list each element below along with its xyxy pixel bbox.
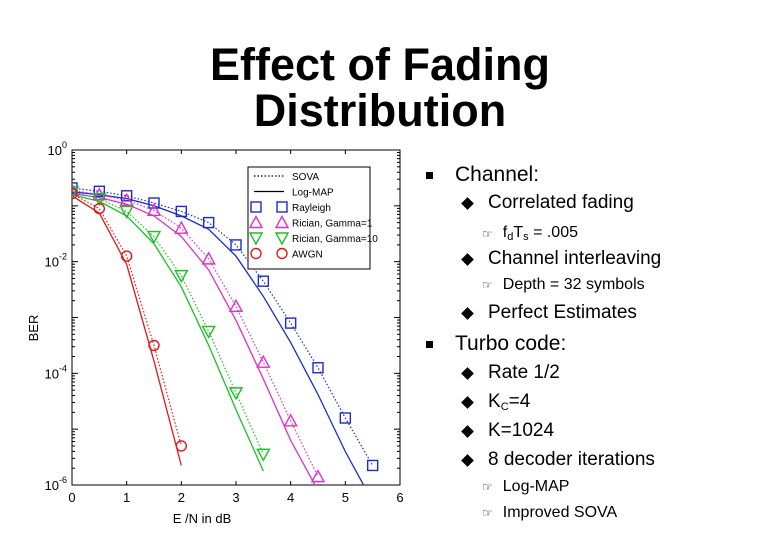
data-point [257, 356, 269, 367]
y-axis-label: BER [26, 314, 41, 342]
data-point [313, 363, 323, 373]
y-tick-base: 10 [44, 366, 59, 382]
legend-label: Rayleigh [292, 203, 331, 214]
y-tick-label [45, 475, 67, 493]
data-point [257, 449, 269, 460]
legend-label: Rician, Gamma=10 [292, 234, 378, 245]
legend-label: SOVA [292, 172, 320, 183]
bullet-text: Rate 1/2 [488, 362, 560, 383]
diamond-bullet-icon [461, 253, 474, 266]
diamond-bullet-icon [461, 367, 474, 380]
bullet-text: K=1024 [488, 420, 555, 441]
bullet-text: Channel interleaving [488, 248, 662, 269]
data-point [286, 318, 296, 328]
x-tick-label: 5 [341, 490, 349, 505]
x-tick-label: 3 [232, 490, 240, 505]
y-tick-base: 10 [44, 478, 59, 493]
bullet-fdts [482, 224, 578, 243]
y-tick-label [45, 363, 67, 381]
data-point [368, 460, 378, 470]
bullet-text: Perfect Estimates [488, 302, 637, 323]
bullet-text: Depth = 32 symbols [502, 276, 645, 293]
bullet-text: Correlated fading [488, 192, 634, 213]
pointing-hand-icon: ☞ [482, 480, 493, 494]
data-point [204, 218, 214, 228]
legend-label: Rician, Gamma=1 [292, 218, 373, 230]
y-tick-label [45, 252, 67, 270]
bullet-k [463, 420, 554, 442]
data-point [230, 300, 242, 311]
bullet-correlated-fading [463, 192, 634, 214]
bullet-channel [426, 163, 539, 187]
pointing-hand-icon: ☞ [482, 506, 493, 520]
title-line-1: Effect of Fading [210, 39, 550, 90]
bullet-text: $f_dT_s = .005$ [502, 224, 578, 243]
legend-label: AWGN [292, 249, 323, 261]
x-tick-label: 4 [287, 490, 295, 505]
bullet-text: Channel: [455, 163, 540, 186]
x-axis-label: E /N in dB [172, 511, 232, 526]
legend-label: Log-MAP [292, 187, 334, 199]
y-tick-label [48, 140, 67, 158]
series-line [72, 195, 263, 471]
bullet-text: Improved SOVA [502, 504, 618, 521]
bullet-text: 8 decoder iterations [488, 449, 655, 470]
x-tick-label: 2 [177, 490, 185, 505]
y-tick-exponent: -2 [58, 251, 67, 262]
y-tick-exponent: 0 [61, 140, 67, 150]
y-tick-exponent: -4 [58, 363, 67, 374]
bullet-turbo-code [426, 332, 566, 356]
series-line [72, 194, 181, 446]
series-line [72, 196, 181, 466]
bullet-rate [463, 362, 560, 384]
title-line-2: Distribution [253, 85, 507, 136]
bullet-depth [482, 276, 645, 294]
bullet-perfect-estimates [463, 302, 637, 324]
bullet-text: Turbo code: [455, 332, 567, 355]
bullet-text: Log-MAP [502, 478, 570, 495]
bullet-text: $K_C=4$ [488, 391, 531, 413]
x-tick-label: 0 [68, 490, 76, 505]
data-point [176, 441, 186, 451]
bullet-channel-interleaving [463, 248, 661, 270]
diamond-bullet-icon [461, 197, 474, 210]
y-tick-base: 10 [47, 143, 62, 158]
square-bullet-icon [426, 172, 433, 179]
bullet-kc [463, 391, 530, 413]
ber-chart [20, 140, 410, 530]
data-point [175, 222, 187, 233]
diamond-bullet-icon [461, 307, 474, 320]
x-tick-label: 1 [123, 490, 131, 505]
legend [248, 167, 378, 269]
square-bullet-icon [426, 341, 433, 348]
diamond-bullet-icon [461, 425, 474, 438]
pointing-hand-icon: ☞ [482, 278, 493, 292]
diamond-bullet-icon [461, 396, 474, 409]
data-point [258, 276, 268, 286]
bullet-logmap [482, 478, 569, 496]
pointing-hand-icon: ☞ [482, 226, 493, 241]
bullet-improved-sova [482, 504, 617, 522]
bullet-iterations [463, 449, 655, 471]
y-tick-exponent: -6 [58, 475, 67, 485]
x-tick-label: 6 [396, 490, 404, 505]
slide-title [0, 39, 760, 136]
data-point [122, 251, 132, 261]
y-tick-base: 10 [44, 254, 59, 270]
data-point [312, 471, 324, 482]
diamond-bullet-icon [461, 454, 474, 467]
